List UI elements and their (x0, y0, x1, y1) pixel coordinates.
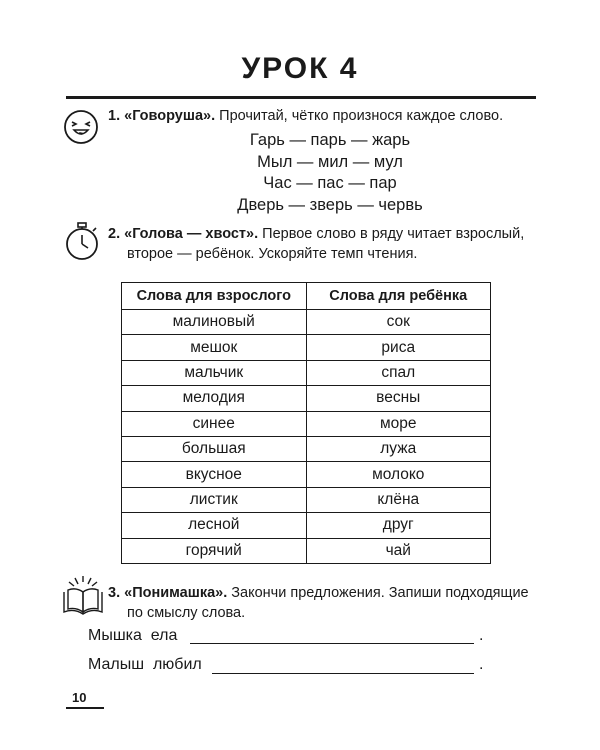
title-underline (66, 96, 536, 99)
child-word: спал (306, 360, 491, 385)
sentence-end: . (479, 627, 484, 644)
exercise-3-name: «Понимашка». (124, 585, 228, 601)
child-word: весны (306, 386, 491, 411)
table-row (122, 513, 491, 538)
word-line: Мыл — мил — мул (257, 152, 403, 171)
exercise-3-number: 3. (108, 585, 121, 601)
child-word: лужа (306, 436, 491, 461)
sentence-start: Мышка ела (88, 627, 178, 644)
exercise-2-name: «Голова — хвост». (124, 226, 259, 242)
exercise-2-heading (108, 224, 524, 264)
child-word: молоко (306, 462, 491, 487)
open-book-icon (60, 574, 106, 616)
adult-word: большая (122, 436, 307, 461)
exercise-1-name: «Говоруша». (124, 108, 216, 124)
table-row (122, 360, 491, 385)
exercise-2-number: 2. (108, 226, 121, 242)
child-word: сок (306, 310, 491, 335)
exercise-2-instruction-cont: второе — ребёнок. Ускоряйте темп чтения. (127, 246, 418, 262)
answer-line[interactable] (212, 673, 474, 674)
adult-word: синее (122, 411, 307, 436)
word-line: Час — пас — пар (263, 174, 397, 192)
child-word: риса (306, 335, 491, 360)
table-row (122, 462, 491, 487)
exercise-3-instruction-cont: по смыслу слова. (127, 605, 246, 621)
sentence-start: Малыш любил (88, 656, 202, 673)
adult-word: мешок (122, 335, 307, 360)
child-word: чай (306, 538, 491, 563)
child-word: море (306, 411, 491, 436)
child-word: друг (306, 513, 491, 538)
page-number: 10 (72, 690, 87, 705)
exercise-1-instruction: Прочитай, чётко произнося каждое слово. (219, 108, 504, 124)
table-row (122, 411, 491, 436)
exercise-1-number: 1. (108, 108, 121, 124)
table-row (122, 436, 491, 461)
adult-word: мелодия (122, 386, 307, 411)
lesson-title: УРОК 4 (241, 52, 359, 85)
adult-word: малиновый (122, 310, 307, 335)
table-row (122, 538, 491, 563)
table-row (122, 335, 491, 360)
column-header: Слова для ребёнка (306, 283, 491, 310)
word-line: Дверь — зверь — червь (237, 195, 423, 214)
table-row (122, 310, 491, 335)
adult-word: лесной (122, 513, 307, 538)
table-row (122, 487, 491, 512)
word-pairs-table (121, 282, 491, 564)
adult-word: горячий (122, 538, 307, 563)
column-header: Слова для взрослого (122, 283, 307, 310)
adult-word: мальчик (122, 360, 307, 385)
word-sound-lines (0, 130, 600, 216)
sentence-end: . (479, 656, 484, 673)
adult-word: вкусное (122, 462, 307, 487)
exercise-1-heading (108, 106, 503, 126)
child-word: клёна (306, 487, 491, 512)
adult-word: листик (122, 487, 307, 512)
exercise-3-instruction: Закончи предложения. Запиши подходящие (231, 585, 529, 601)
stopwatch-icon (63, 220, 101, 262)
table-header-row (122, 283, 491, 310)
table-row (122, 386, 491, 411)
exercise-3-heading (108, 583, 529, 623)
page-number-underline (66, 707, 104, 709)
exercise-2-instruction: Первое слово в ряду читает взрослый, (262, 226, 525, 242)
word-line: Гарь — парь — жарь (249, 131, 411, 149)
answer-line[interactable] (190, 643, 474, 644)
